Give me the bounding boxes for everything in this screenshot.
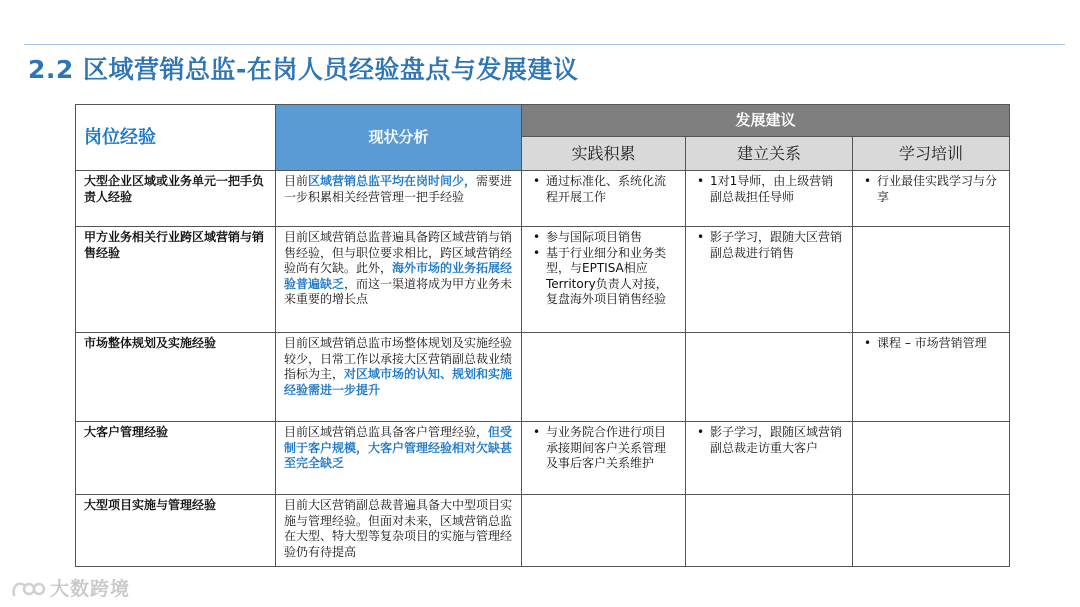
table-row	[76, 495, 1010, 567]
list-item: • 课程 – 市场营销管理	[861, 336, 1001, 352]
row-label: 大型项目实施与管理经验	[76, 495, 276, 567]
relation-cell	[686, 422, 853, 495]
list-item: • 通过标准化、系统化流程开展工作	[530, 174, 677, 205]
watermark	[10, 574, 130, 601]
training-cell	[853, 227, 1010, 333]
relation-cell	[686, 495, 853, 567]
list-item: • 行业最佳实践学习与分享	[861, 174, 1001, 205]
relation-cell	[686, 227, 853, 333]
status-cell: 目前大区营销副总裁普遍具备大中型项目实施与管理经验。但面对未来，区域营销总监在大型、特大型等复杂项目的实施与管理经验仍有待提高	[276, 495, 522, 567]
practice-cell	[522, 495, 686, 567]
watermark-text: 大数跨境	[50, 578, 131, 600]
status-cell: 目前区域营销总监普遍具备跨区域营销与销售经验，但与职位要求相比，跨区域营销经验尚有欠缺。此外，海外市场的业务拓展经验普遍缺乏，而这一渠道将成为甲方业务未来重要的增长点	[276, 227, 522, 333]
row-label: 大型企业区域或业务单元一把手负责人经验	[76, 171, 276, 227]
row-label: 甲方业务相关行业跨区域营销与销售经验	[76, 227, 276, 333]
table-row	[76, 333, 1010, 422]
practice-cell	[522, 333, 686, 422]
practice-cell	[522, 171, 686, 227]
header-relation: 建立关系	[686, 137, 853, 171]
header-development-advice: 发展建议	[522, 105, 1010, 137]
table-row	[76, 227, 1010, 333]
watermark-logo-icon	[10, 577, 46, 599]
status-highlight: 对区域市场的认知、规划和实施经验需进一步提升	[284, 367, 513, 397]
practice-cell	[522, 422, 686, 495]
status-cell: 目前区域营销总监平均在岗时间少，需要进一步积累相关经营管理一把手经验	[276, 171, 522, 227]
header-training: 学习培训	[853, 137, 1010, 171]
list-item: • 影子学习，跟随大区营销副总裁进行销售	[694, 230, 844, 261]
list-item: • 影子学习，跟随区域营销副总裁走访重大客户	[694, 425, 844, 456]
list-item: • 参与国际项目销售	[530, 230, 677, 246]
row-label: 市场整体规划及实施经验	[76, 333, 276, 422]
list-item: • 与业务院合作进行项目承接期间客户关系管理及事后客户关系维护	[530, 425, 677, 472]
title-divider	[24, 44, 1065, 45]
status-highlight: 海外市场的业务拓展经验普遍缺乏	[284, 261, 513, 291]
status-highlight: 但受制于客户规模，大客户管理经验相对欠缺甚至完全缺乏	[284, 425, 513, 470]
experience-table	[75, 104, 1010, 567]
training-cell	[853, 171, 1010, 227]
list-item: • 基于行业细分和业务类型，与EPTISA相应Territory负责人对接，复盘海外项目销售经验	[530, 246, 677, 308]
table-row	[76, 171, 1010, 227]
status-highlight: 区域营销总监平均在岗时间少，	[308, 174, 477, 188]
row-label: 大客户管理经验	[76, 422, 276, 495]
header-status-analysis: 现状分析	[276, 105, 522, 171]
table-row	[76, 422, 1010, 495]
header-experience: 岗位经验	[76, 105, 276, 171]
training-cell	[853, 495, 1010, 567]
status-cell: 目前区域营销总监市场整体规划及实施经验较少，日常工作以承接大区营销副总裁业绩指标为主，对区域市场的认知、规划和实施经验需进一步提升	[276, 333, 522, 422]
list-item: • 1对1导师，由上级营销副总裁担任导师	[694, 174, 844, 205]
page-title: 2.2 区域营销总监-在岗人员经验盘点与发展建议	[28, 55, 579, 84]
training-cell	[853, 333, 1010, 422]
header-practice: 实践积累	[522, 137, 686, 171]
status-cell: 目前区域营销总监具备客户管理经验，但受制于客户规模，大客户管理经验相对欠缺甚至完全缺乏	[276, 422, 522, 495]
training-cell	[853, 422, 1010, 495]
practice-cell	[522, 227, 686, 333]
relation-cell	[686, 171, 853, 227]
relation-cell	[686, 333, 853, 422]
